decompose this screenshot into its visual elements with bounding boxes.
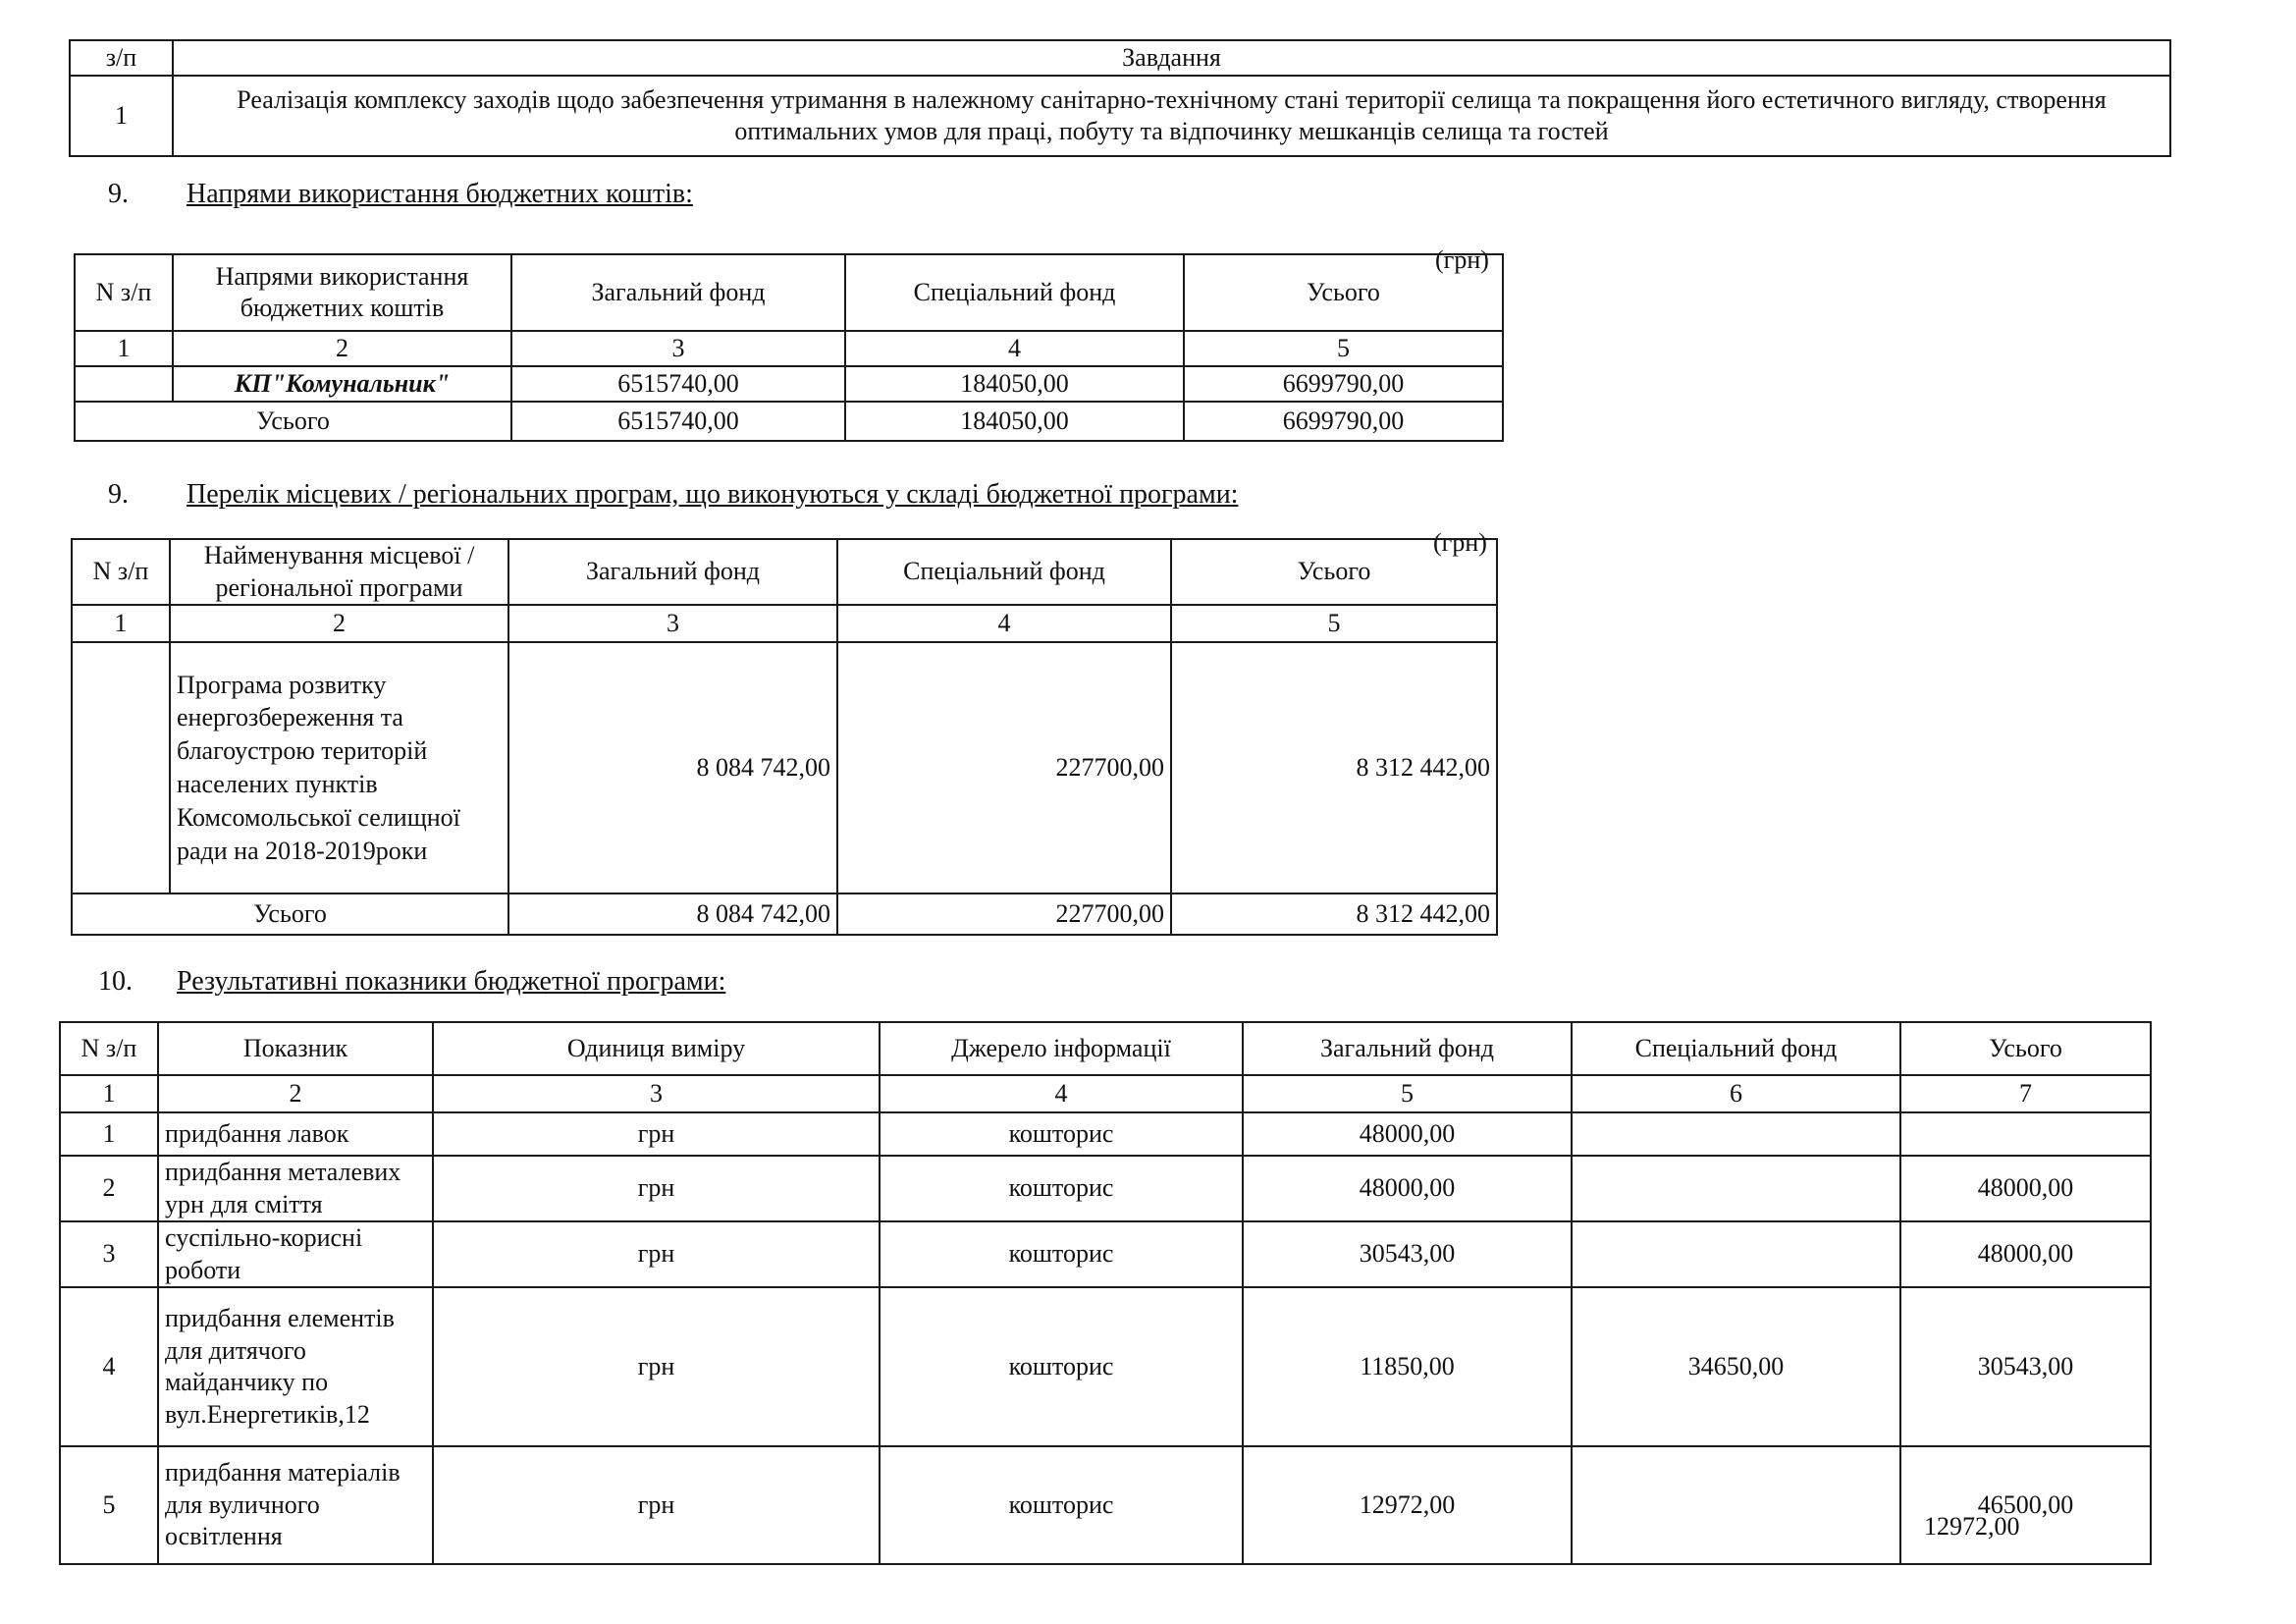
indicators-row-1-no: 1: [60, 1112, 158, 1156]
indicators-row-2-total: 48000,00: [1900, 1156, 2151, 1221]
task-row-no: 1: [70, 76, 173, 156]
indicators-row-3-general: 30543,00: [1243, 1221, 1572, 1287]
table-row: [72, 642, 1497, 893]
funds-header-total: Усього: [1184, 254, 1503, 331]
section-funds-title: Напрями використання бюджетних коштів:: [187, 179, 693, 209]
indicators-row-5-source: кошторис: [880, 1446, 1243, 1564]
indicators-row-4-source: кошторис: [880, 1287, 1243, 1446]
table-row: [60, 1221, 2151, 1287]
funds-header-general: Загальний фонд: [511, 254, 845, 331]
programs-table: [71, 538, 1498, 936]
indicators-row-4-no: 4: [60, 1287, 158, 1446]
indicators-colnum-1: 1: [60, 1075, 158, 1112]
indicators-row-2-source: кошторис: [880, 1156, 1243, 1221]
funds-colnum-2: 2: [173, 331, 511, 366]
indicators-row-2-special: [1572, 1156, 1900, 1221]
funds-total-total: 6699790,00: [1184, 402, 1503, 441]
funds-row-total: 6699790,00: [1184, 366, 1503, 402]
section-funds-heading: [108, 179, 693, 210]
indicators-row-3-special: [1572, 1221, 1900, 1287]
indicators-row-3-no: 3: [60, 1221, 158, 1287]
funds-total-general: 6515740,00: [511, 402, 845, 441]
funds-header-special: Спеціальний фонд: [845, 254, 1184, 331]
indicators-row-5-name: придбання матеріалів для вуличного освітлення: [158, 1446, 433, 1564]
indicators-row-5-special: [1572, 1446, 1900, 1564]
programs-row-special: 227700,00: [837, 642, 1171, 893]
programs-colnum-3: 3: [508, 605, 837, 642]
funds-total-label: Усього: [75, 402, 511, 441]
indicators-colnum-6: 6: [1572, 1075, 1900, 1112]
funds-table: [74, 253, 1504, 442]
indicators-row-3-unit: грн: [433, 1221, 880, 1287]
programs-total-total: 8 312 442,00: [1171, 893, 1497, 935]
table-row: [60, 1446, 2151, 1564]
indicators-table: [59, 1021, 2152, 1565]
indicators-header-indicator: Показник: [158, 1022, 433, 1075]
indicators-row-5-total: 46500,00: [1900, 1446, 2151, 1564]
indicators-colnum-2: 2: [158, 1075, 433, 1112]
section-funds-number: 9.: [108, 179, 129, 209]
programs-header-special: Спеціальний фонд: [837, 539, 1171, 605]
indicators-row-4-unit: грн: [433, 1287, 880, 1446]
task-text: Реалізація комплексу заходів щодо забезпечення утримання в належному санітарно-технічному стані території селища та покращення його естетичного вигляду, створення оптимальних умов для праці, побуту та відпочинку мешканців селища та гостей: [173, 76, 2170, 156]
section-programs-heading: [108, 479, 1238, 511]
indicators-row-1-special: [1572, 1112, 1900, 1156]
programs-row-no: [72, 642, 170, 893]
programs-header-total: Усього: [1171, 539, 1497, 605]
task-title: Завдання: [173, 40, 2170, 76]
indicators-colnum-5: 5: [1243, 1075, 1572, 1112]
programs-colnum-4: 4: [837, 605, 1171, 642]
programs-row-name: Програма розвитку енергозбереження та благоустрою територій населених пунктів Комсомольської селищної ради на 2018-2019роки: [170, 642, 508, 893]
indicators-row-2-general: 48000,00: [1243, 1156, 1572, 1221]
table-row: [75, 402, 1503, 441]
section-programs-title: Перелік місцевих / регіональних програм, що виконуються у складі бюджетної програми:: [187, 479, 1239, 510]
programs-colnum-1: 1: [72, 605, 170, 642]
section-indicators-title: Результативні показники бюджетної програми:: [177, 966, 726, 997]
section-indicators-number: 10.: [98, 966, 133, 997]
indicators-row-3-total: 48000,00: [1900, 1221, 2151, 1287]
programs-row-total: 8 312 442,00: [1171, 642, 1497, 893]
indicators-header-source: Джерело інформації: [880, 1022, 1243, 1075]
table-row: [72, 893, 1497, 935]
indicators-row-1-general: 48000,00: [1243, 1112, 1572, 1156]
indicators-row-1-unit: грн: [433, 1112, 880, 1156]
indicators-header-total: Усього: [1900, 1022, 2151, 1075]
funds-row-name: КП"Комунальник": [173, 366, 511, 402]
programs-colnum-5: 5: [1171, 605, 1497, 642]
indicators-row-5-unit: грн: [433, 1446, 880, 1564]
indicators-row-4-special: 34650,00: [1572, 1287, 1900, 1446]
funds-row-no: [75, 366, 173, 402]
indicators-row-5-no: 5: [60, 1446, 158, 1564]
section-funds-unit: (грн): [1435, 245, 1489, 274]
indicators-last-total: 12972,00: [1924, 1512, 2020, 1541]
programs-total-special: 227700,00: [837, 893, 1171, 935]
funds-colnum-1: 1: [75, 331, 173, 366]
indicators-row-4-name: придбання елементів для дитячого майданчику по вул.Енергетиків,12: [158, 1287, 433, 1446]
funds-row-general: 6515740,00: [511, 366, 845, 402]
indicators-row-2-name: придбання металевих урн для сміття: [158, 1156, 433, 1221]
section-programs-number: 9.: [108, 479, 129, 510]
programs-header-no: N з/п: [72, 539, 170, 605]
section-programs-unit: (грн): [1433, 528, 1487, 557]
funds-total-special: 184050,00: [845, 402, 1184, 441]
table-row: [75, 366, 1503, 402]
table-row: [60, 1287, 2151, 1446]
indicators-row-2-no: 2: [60, 1156, 158, 1221]
table-row: [60, 1112, 2151, 1156]
indicators-row-1-total: [1900, 1112, 2151, 1156]
programs-total-general: 8 084 742,00: [508, 893, 837, 935]
table-row: [60, 1156, 2151, 1221]
task-table: [69, 39, 2171, 157]
funds-colnum-3: 3: [511, 331, 845, 366]
indicators-header-unit: Одиниця виміру: [433, 1022, 880, 1075]
funds-header-no: N з/п: [75, 254, 173, 331]
funds-row-special: 184050,00: [845, 366, 1184, 402]
programs-header-general: Загальний фонд: [508, 539, 837, 605]
indicators-header-no: N з/п: [60, 1022, 158, 1075]
indicators-row-4-total: 30543,00: [1900, 1287, 2151, 1446]
programs-row-general: 8 084 742,00: [508, 642, 837, 893]
indicators-colnum-4: 4: [880, 1075, 1243, 1112]
indicators-row-3-source: кошторис: [880, 1221, 1243, 1287]
indicators-row-2-unit: грн: [433, 1156, 880, 1221]
indicators-row-3-name: суспільно-корисні роботи: [158, 1221, 433, 1287]
programs-total-label: Усього: [72, 893, 508, 935]
programs-colnum-2: 2: [170, 605, 508, 642]
indicators-row-1-source: кошторис: [880, 1112, 1243, 1156]
indicators-row-4-general: 11850,00: [1243, 1287, 1572, 1446]
funds-colnum-5: 5: [1184, 331, 1503, 366]
indicators-header-general: Загальний фонд: [1243, 1022, 1572, 1075]
programs-header-name: Найменування місцевої / регіональної програми: [170, 539, 508, 605]
indicators-row-5-general: 12972,00: [1243, 1446, 1572, 1564]
indicators-header-special: Спеціальний фонд: [1572, 1022, 1900, 1075]
indicators-row-1-name: придбання лавок: [158, 1112, 433, 1156]
funds-colnum-4: 4: [845, 331, 1184, 366]
indicators-colnum-3: 3: [433, 1075, 880, 1112]
section-indicators-heading: [98, 966, 725, 998]
funds-header-direction: Напрями використання бюджетних коштів: [173, 254, 511, 331]
task-col-no-header: з/п: [70, 40, 173, 76]
indicators-colnum-7: 7: [1900, 1075, 2151, 1112]
